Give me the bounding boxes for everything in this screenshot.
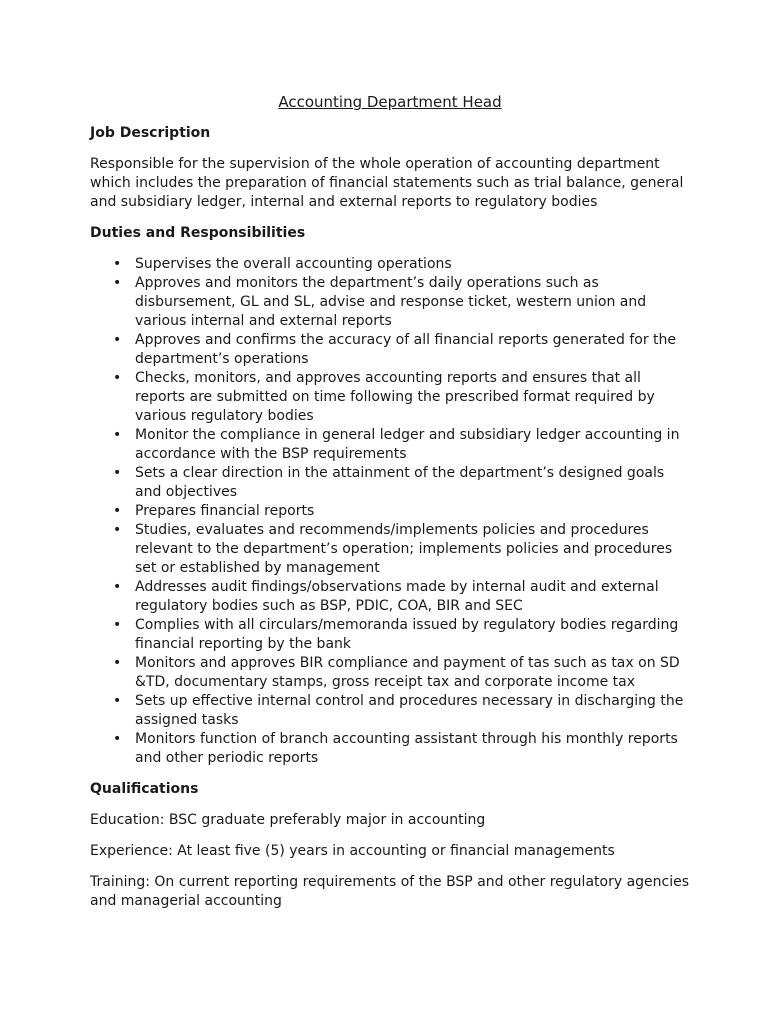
job-description-text: Responsible for the supervision of the whole operation of accounting department which includes the preparation of financial statements such as trial balance, general and subsidiary ledger, internal and external reports to regulatory bodies — [90, 156, 684, 210]
list-item — [113, 654, 690, 692]
list-item-text: Complies with all circulars/memoranda issued by regulatory bodies regarding financial reporting by the bank — [135, 617, 679, 652]
list-item-text: Checks, monitors, and approves accounting reports and ensures that all reports are submitted on time following the prescribed format required by various regulatory bodies — [135, 370, 655, 424]
list-item — [113, 521, 690, 578]
duties-list — [90, 255, 690, 768]
bullet-icon: • — [113, 427, 122, 443]
list-item-text: Supervises the overall accounting operations — [135, 256, 452, 272]
list-item-text: Approves and confirms the accuracy of all financial reports generated for the department’s operations — [135, 332, 677, 367]
bullet-icon: • — [113, 655, 122, 671]
list-item-text: Monitors and approves BIR compliance and payment of tas such as tax on SD &TD, documentary stamps, gross receipt tax and corporate income tax — [135, 655, 680, 690]
bullet-icon: • — [113, 617, 122, 633]
list-item-text: Sets up effective internal control and procedures necessary in discharging the assigned tasks — [135, 693, 684, 728]
list-item-text: Monitor the compliance in general ledger and subsidiary ledger accounting in accordance with the BSP requirements — [135, 427, 680, 462]
list-item-text: Sets a clear direction in the attainment of the department’s designed goals and objectives — [135, 465, 665, 500]
bullet-icon: • — [113, 522, 122, 538]
list-item — [113, 274, 690, 331]
experience-text: Experience: At least five (5) years in accounting or financial managements — [90, 843, 615, 859]
list-item-text: Prepares financial reports — [135, 503, 315, 519]
qualifications-heading: Qualifications — [90, 781, 199, 797]
list-item — [113, 502, 690, 521]
list-item — [113, 255, 690, 274]
list-item — [113, 464, 690, 502]
document-content — [90, 92, 690, 923]
list-item — [113, 692, 690, 730]
bullet-icon: • — [113, 256, 122, 272]
list-item — [113, 331, 690, 369]
list-item-text: Approves and monitors the department’s daily operations such as disbursement, GL and SL, advise and response ticket, western union and various internal and external reports — [135, 275, 647, 329]
page-title: Accounting Department Head — [278, 93, 502, 111]
bullet-icon: • — [113, 275, 122, 291]
education-text: Education: BSC graduate preferably major in accounting — [90, 812, 486, 828]
duties-heading: Duties and Responsibilities — [90, 225, 306, 241]
bullet-icon: • — [113, 503, 122, 519]
list-item — [113, 616, 690, 654]
bullet-icon: • — [113, 731, 122, 747]
list-item — [113, 369, 690, 426]
bullet-icon: • — [113, 332, 122, 348]
bullet-icon: • — [113, 370, 122, 386]
list-item-text: Monitors function of branch accounting assistant through his monthly reports and other periodic reports — [135, 731, 678, 766]
bullet-icon: • — [113, 465, 122, 481]
bullet-icon: • — [113, 693, 122, 709]
bullet-icon: • — [113, 579, 122, 595]
list-item — [113, 730, 690, 768]
job-description-heading: Job Description — [90, 125, 211, 141]
training-text: Training: On current reporting requirements of the BSP and other regulatory agencies and managerial accounting — [90, 874, 690, 909]
list-item — [113, 426, 690, 464]
list-item-text: Addresses audit findings/observations made by internal audit and external regulatory bodies such as BSP, PDIC, COA, BIR and SEC — [135, 579, 659, 614]
list-item — [113, 578, 690, 616]
list-item-text: Studies, evaluates and recommends/implements policies and procedures relevant to the department’s operation; implements policies and procedures set or established by management — [135, 522, 673, 576]
